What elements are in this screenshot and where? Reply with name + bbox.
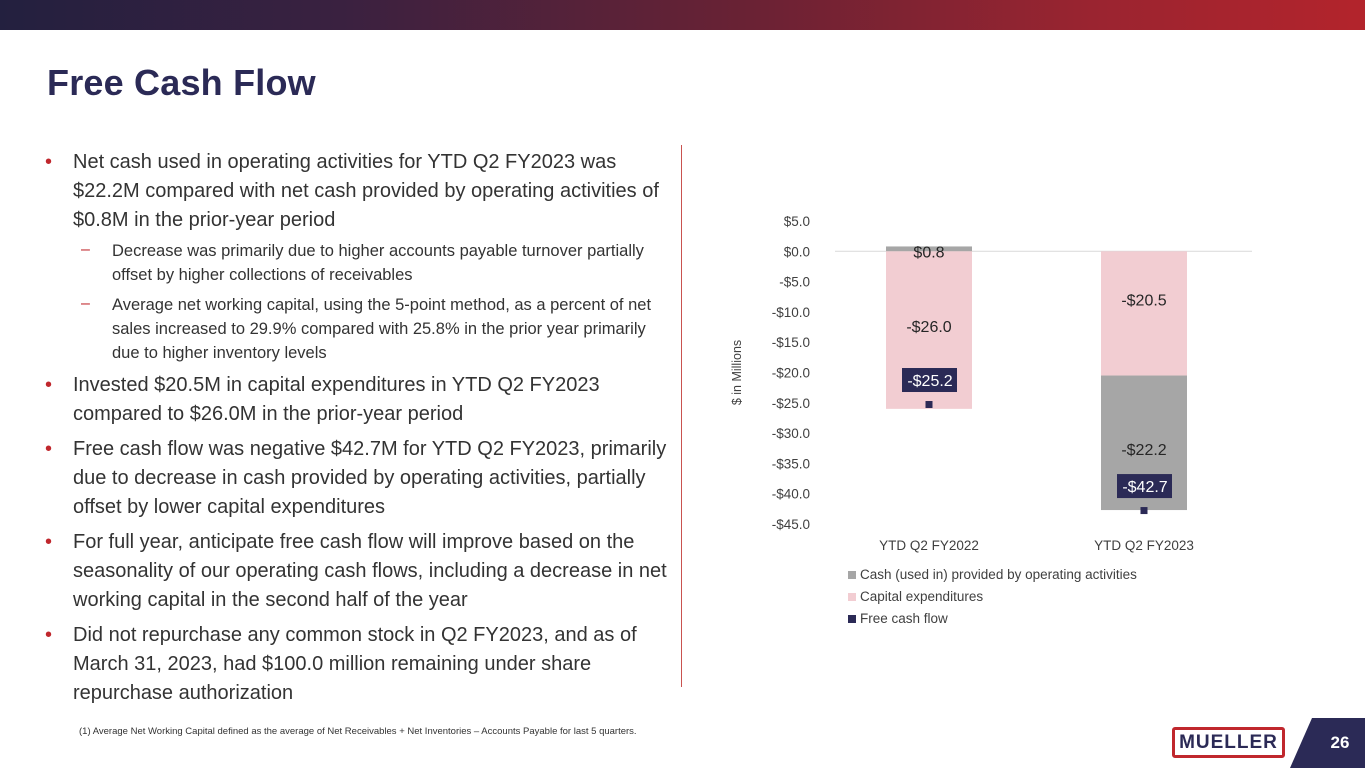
data-label-capex: -$20.5	[1121, 292, 1167, 310]
mueller-logo	[1172, 727, 1285, 758]
y-tick-label: -$15.0	[771, 335, 810, 351]
dash-icon: –	[81, 295, 90, 312]
bullet-free-cash-flow	[45, 435, 670, 522]
bullet-text: Net cash used in operating activities for YTD Q2 FY2023 was $22.2M compared with net cash provided by operating activities of $0.8M in the prior-year period	[73, 151, 659, 231]
bullet-dot-icon: •	[45, 438, 53, 460]
bullet-operating-cash	[45, 148, 670, 235]
y-tick-label: -$20.0	[771, 365, 810, 381]
bullet-dot-icon: •	[45, 531, 53, 553]
page-number-tab	[1290, 718, 1365, 768]
bullet-dot-icon: •	[45, 624, 53, 646]
bullet-dot-icon: •	[45, 151, 53, 173]
bullet-text: Invested $20.5M in capital expenditures in YTD Q2 FY2023 compared to $26.0M in the prior-year period	[73, 374, 600, 425]
legend-label: Cash (used in) provided by operating activities	[860, 567, 1137, 582]
y-tick-label: -$5.0	[779, 274, 810, 290]
bar-capital-expenditures	[1101, 251, 1187, 375]
free-cash-flow-chart	[690, 180, 1350, 640]
footnote: (1) Average Net Working Capital defined as the average of Net Receivables + Net Inventories – Accounts Payable for last 5 quarters.	[79, 726, 637, 737]
data-label-operating: -$22.2	[1121, 441, 1167, 459]
bullet-text: Free cash flow was negative $42.7M for YTD Q2 FY2023, primarily due to decrease in cash provided by operating activities, partially offset by lower capital expenditures	[73, 438, 667, 518]
sub-bullet-text: Average net working capital, using the 5-point method, as a percent of net sales increased to 29.9% compared with 25.8% in the prior year primarily due to higher inventory levels	[112, 296, 652, 362]
legend-swatch	[848, 615, 856, 623]
x-category-label: YTD Q2 FY2023	[1094, 538, 1194, 553]
data-label-free-cash-flow: -$25.2	[907, 373, 953, 391]
page-number: 26	[1330, 733, 1350, 752]
y-tick-label: -$35.0	[771, 456, 810, 472]
sub-bullet-payables	[45, 239, 670, 287]
column-divider	[681, 145, 682, 687]
marker-free-cash-flow	[926, 401, 933, 408]
legend-swatch	[848, 571, 856, 579]
y-axis-title: $ in Millions	[730, 339, 744, 406]
bullet-text: Did not repurchase any common stock in Q2 FY2023, and as of March 31, 2023, had $100.0 million remaining under share repurchase authorization	[73, 624, 637, 704]
y-tick-label: -$25.0	[771, 395, 810, 411]
y-tick-label: $0.0	[783, 244, 810, 260]
marker-free-cash-flow	[1141, 507, 1148, 514]
logo-text: MUELLER	[1179, 732, 1278, 753]
dash-icon: –	[81, 241, 90, 258]
x-category-label: YTD Q2 FY2022	[879, 538, 979, 553]
y-tick-label: -$30.0	[771, 426, 810, 442]
bullet-text: For full year, anticipate free cash flow will improve based on the seasonality of our operating cash flows, including a decrease in net working capital in the second half of the year	[73, 531, 667, 611]
bullet-list	[45, 148, 670, 714]
bullet-full-year	[45, 528, 670, 615]
data-label-operating: $0.8	[913, 244, 945, 262]
y-tick-label: -$10.0	[771, 304, 810, 320]
y-tick-label: $5.0	[783, 214, 810, 229]
legend-swatch	[848, 593, 856, 601]
bullet-repurchase	[45, 621, 670, 708]
slide-title: Free Cash Flow	[47, 62, 316, 103]
y-tick-label: -$40.0	[771, 486, 810, 502]
sub-bullet-text: Decrease was primarily due to higher accounts payable turnover partially offset by higher collections of receivables	[112, 242, 644, 284]
bullet-dot-icon: •	[45, 374, 53, 396]
bullet-capex	[45, 371, 670, 429]
y-tick-label: -$45.0	[771, 517, 810, 532]
header-band	[0, 0, 1365, 30]
legend-label: Free cash flow	[860, 611, 948, 626]
sub-bullet-working-capital	[45, 293, 670, 365]
data-label-capex: -$26.0	[906, 319, 952, 337]
data-label-free-cash-flow: -$42.7	[1122, 479, 1168, 497]
legend-label: Capital expenditures	[860, 589, 984, 604]
